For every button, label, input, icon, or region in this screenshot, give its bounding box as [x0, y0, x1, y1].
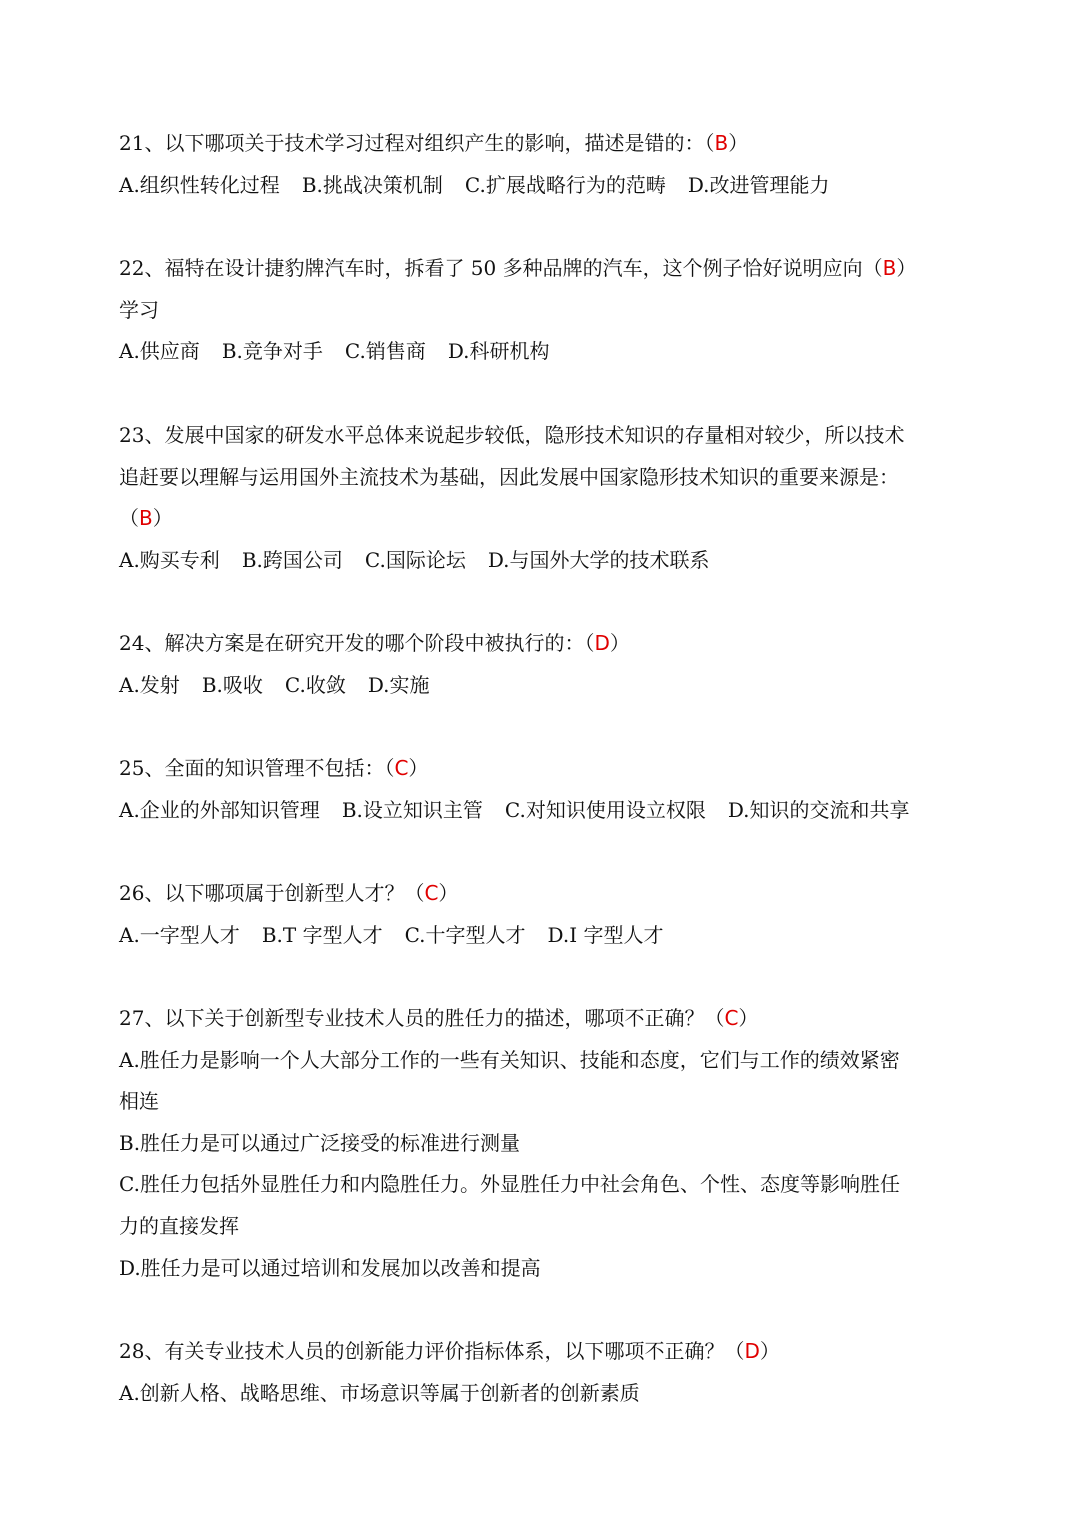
question-24 — [119, 623, 979, 706]
option-b: B.胜任力是可以通过广泛接受的标准进行测量 — [119, 1130, 521, 1155]
option-d: D.I 字型人才 — [547, 922, 664, 947]
option-c: C.对知识使用设立权限 — [504, 797, 706, 822]
option-c-continuation: 力的直接发挥 — [119, 1213, 239, 1238]
option-c: C.胜任力包括外显胜任力和内隐胜任力。外显胜任力中社会角色、个性、态度等影响胜任 — [119, 1172, 900, 1197]
answer-prefix: （ — [119, 506, 139, 531]
stem-text: 27、以下关于创新型专业技术人员的胜任力的描述，哪项不正确？（ — [119, 1006, 725, 1030]
question-22 — [119, 248, 979, 373]
answer-line — [119, 498, 979, 540]
stem-text: 24、解决方案是在研究开发的哪个阶段中被执行的：（ — [119, 631, 595, 655]
question-28 — [119, 1331, 979, 1414]
stem-tail: ） — [152, 506, 173, 531]
option-b: B.竞争对手 — [221, 339, 323, 364]
answer-letter: D — [594, 631, 610, 655]
options-row — [119, 915, 979, 957]
option-a: A.购买专利 — [119, 547, 220, 572]
stem-text: 25、全面的知识管理不包括：（ — [119, 756, 395, 780]
option-c: C.扩展战略行为的范畴 — [464, 172, 666, 197]
answer-letter: B — [882, 256, 897, 280]
stem-tail: ） — [408, 756, 429, 780]
option-a: A.供应商 — [119, 339, 200, 364]
option-d: D.科研机构 — [447, 339, 550, 364]
answer-letter: C — [424, 881, 439, 905]
stem-tail: ） — [609, 631, 630, 655]
stem-continuation: 学习 — [119, 297, 159, 322]
stem-tail: ） — [438, 881, 459, 905]
option-a: A.企业的外部知识管理 — [119, 797, 320, 822]
stem-tail: ） — [759, 1339, 780, 1363]
answer-letter: B — [139, 506, 153, 531]
option-b: B.挑战决策机制 — [301, 172, 443, 197]
option-c: C.国际论坛 — [364, 547, 466, 572]
answer-letter: D — [744, 1339, 760, 1363]
question-stem — [119, 873, 979, 915]
question-21 — [119, 123, 979, 206]
stem-text: 26、以下哪项属于创新型人才？（ — [119, 881, 425, 905]
option-b: B.T 字型人才 — [261, 922, 383, 947]
options-row — [119, 331, 979, 373]
option-d: D.实施 — [367, 672, 430, 697]
option-a: A.发射 — [119, 672, 180, 697]
stem-tail: ） — [896, 256, 917, 280]
option-c: C.十字型人才 — [404, 922, 526, 947]
answer-letter: C — [724, 1006, 739, 1030]
stem-tail: ） — [728, 131, 749, 155]
question-stem: 23、发展中国家的研发水平总体来说起步较低，隐形技术知识的存量相对较少，所以技术 — [119, 423, 905, 447]
question-stem — [119, 248, 979, 290]
option-d: D.知识的交流和共享 — [727, 797, 910, 822]
option-d: D.胜任力是可以通过培训和发展加以改善和提高 — [119, 1255, 541, 1280]
option-b: B.吸收 — [201, 672, 263, 697]
option-a: A.胜任力是影响一个人大部分工作的一些有关知识、技能和态度，它们与工作的绩效紧密 — [119, 1047, 900, 1072]
question-stem-line-2: 追赶要以理解与运用国外主流技术为基础，因此发展中国家隐形技术知识的重要来源是： — [119, 464, 899, 489]
question-stem — [119, 623, 979, 665]
stem-text: 22、福特在设计捷豹牌汽车时，拆看了 50 多种品牌的汽车，这个例子恰好说明应向（ — [119, 256, 883, 280]
answer-letter: C — [394, 756, 409, 780]
option-c: C.销售商 — [344, 339, 426, 364]
options-row — [119, 790, 979, 832]
option-a: A.一字型人才 — [119, 922, 240, 947]
option-a: A.创新人格、战略思维、市场意识等属于创新者的创新素质 — [119, 1380, 640, 1405]
question-stem — [119, 123, 979, 165]
option-a: A.组织性转化过程 — [119, 172, 280, 197]
option-d: D.与国外大学的技术联系 — [487, 547, 710, 572]
question-26 — [119, 873, 979, 956]
question-23 — [119, 415, 979, 581]
options-row — [119, 665, 979, 707]
options-row — [119, 540, 979, 582]
question-27 — [119, 998, 979, 1289]
options-row — [119, 165, 979, 207]
question-25 — [119, 748, 979, 831]
answer-letter: B — [714, 131, 729, 155]
option-b: B.设立知识主管 — [341, 797, 483, 822]
option-c: C.收敛 — [284, 672, 346, 697]
question-stem — [119, 748, 979, 790]
question-stem — [119, 1331, 979, 1373]
question-stem — [119, 998, 979, 1040]
stem-text: 21、以下哪项关于技术学习过程对组织产生的影响，描述是错的：（ — [119, 131, 715, 155]
stem-text: 28、有关专业技术人员的创新能力评价指标体系，以下哪项不正确？（ — [119, 1339, 745, 1363]
stem-tail: ） — [738, 1006, 759, 1030]
option-a-continuation: 相连 — [119, 1089, 159, 1114]
option-b: B.跨国公司 — [241, 547, 343, 572]
option-d: D.改进管理能力 — [687, 172, 830, 197]
